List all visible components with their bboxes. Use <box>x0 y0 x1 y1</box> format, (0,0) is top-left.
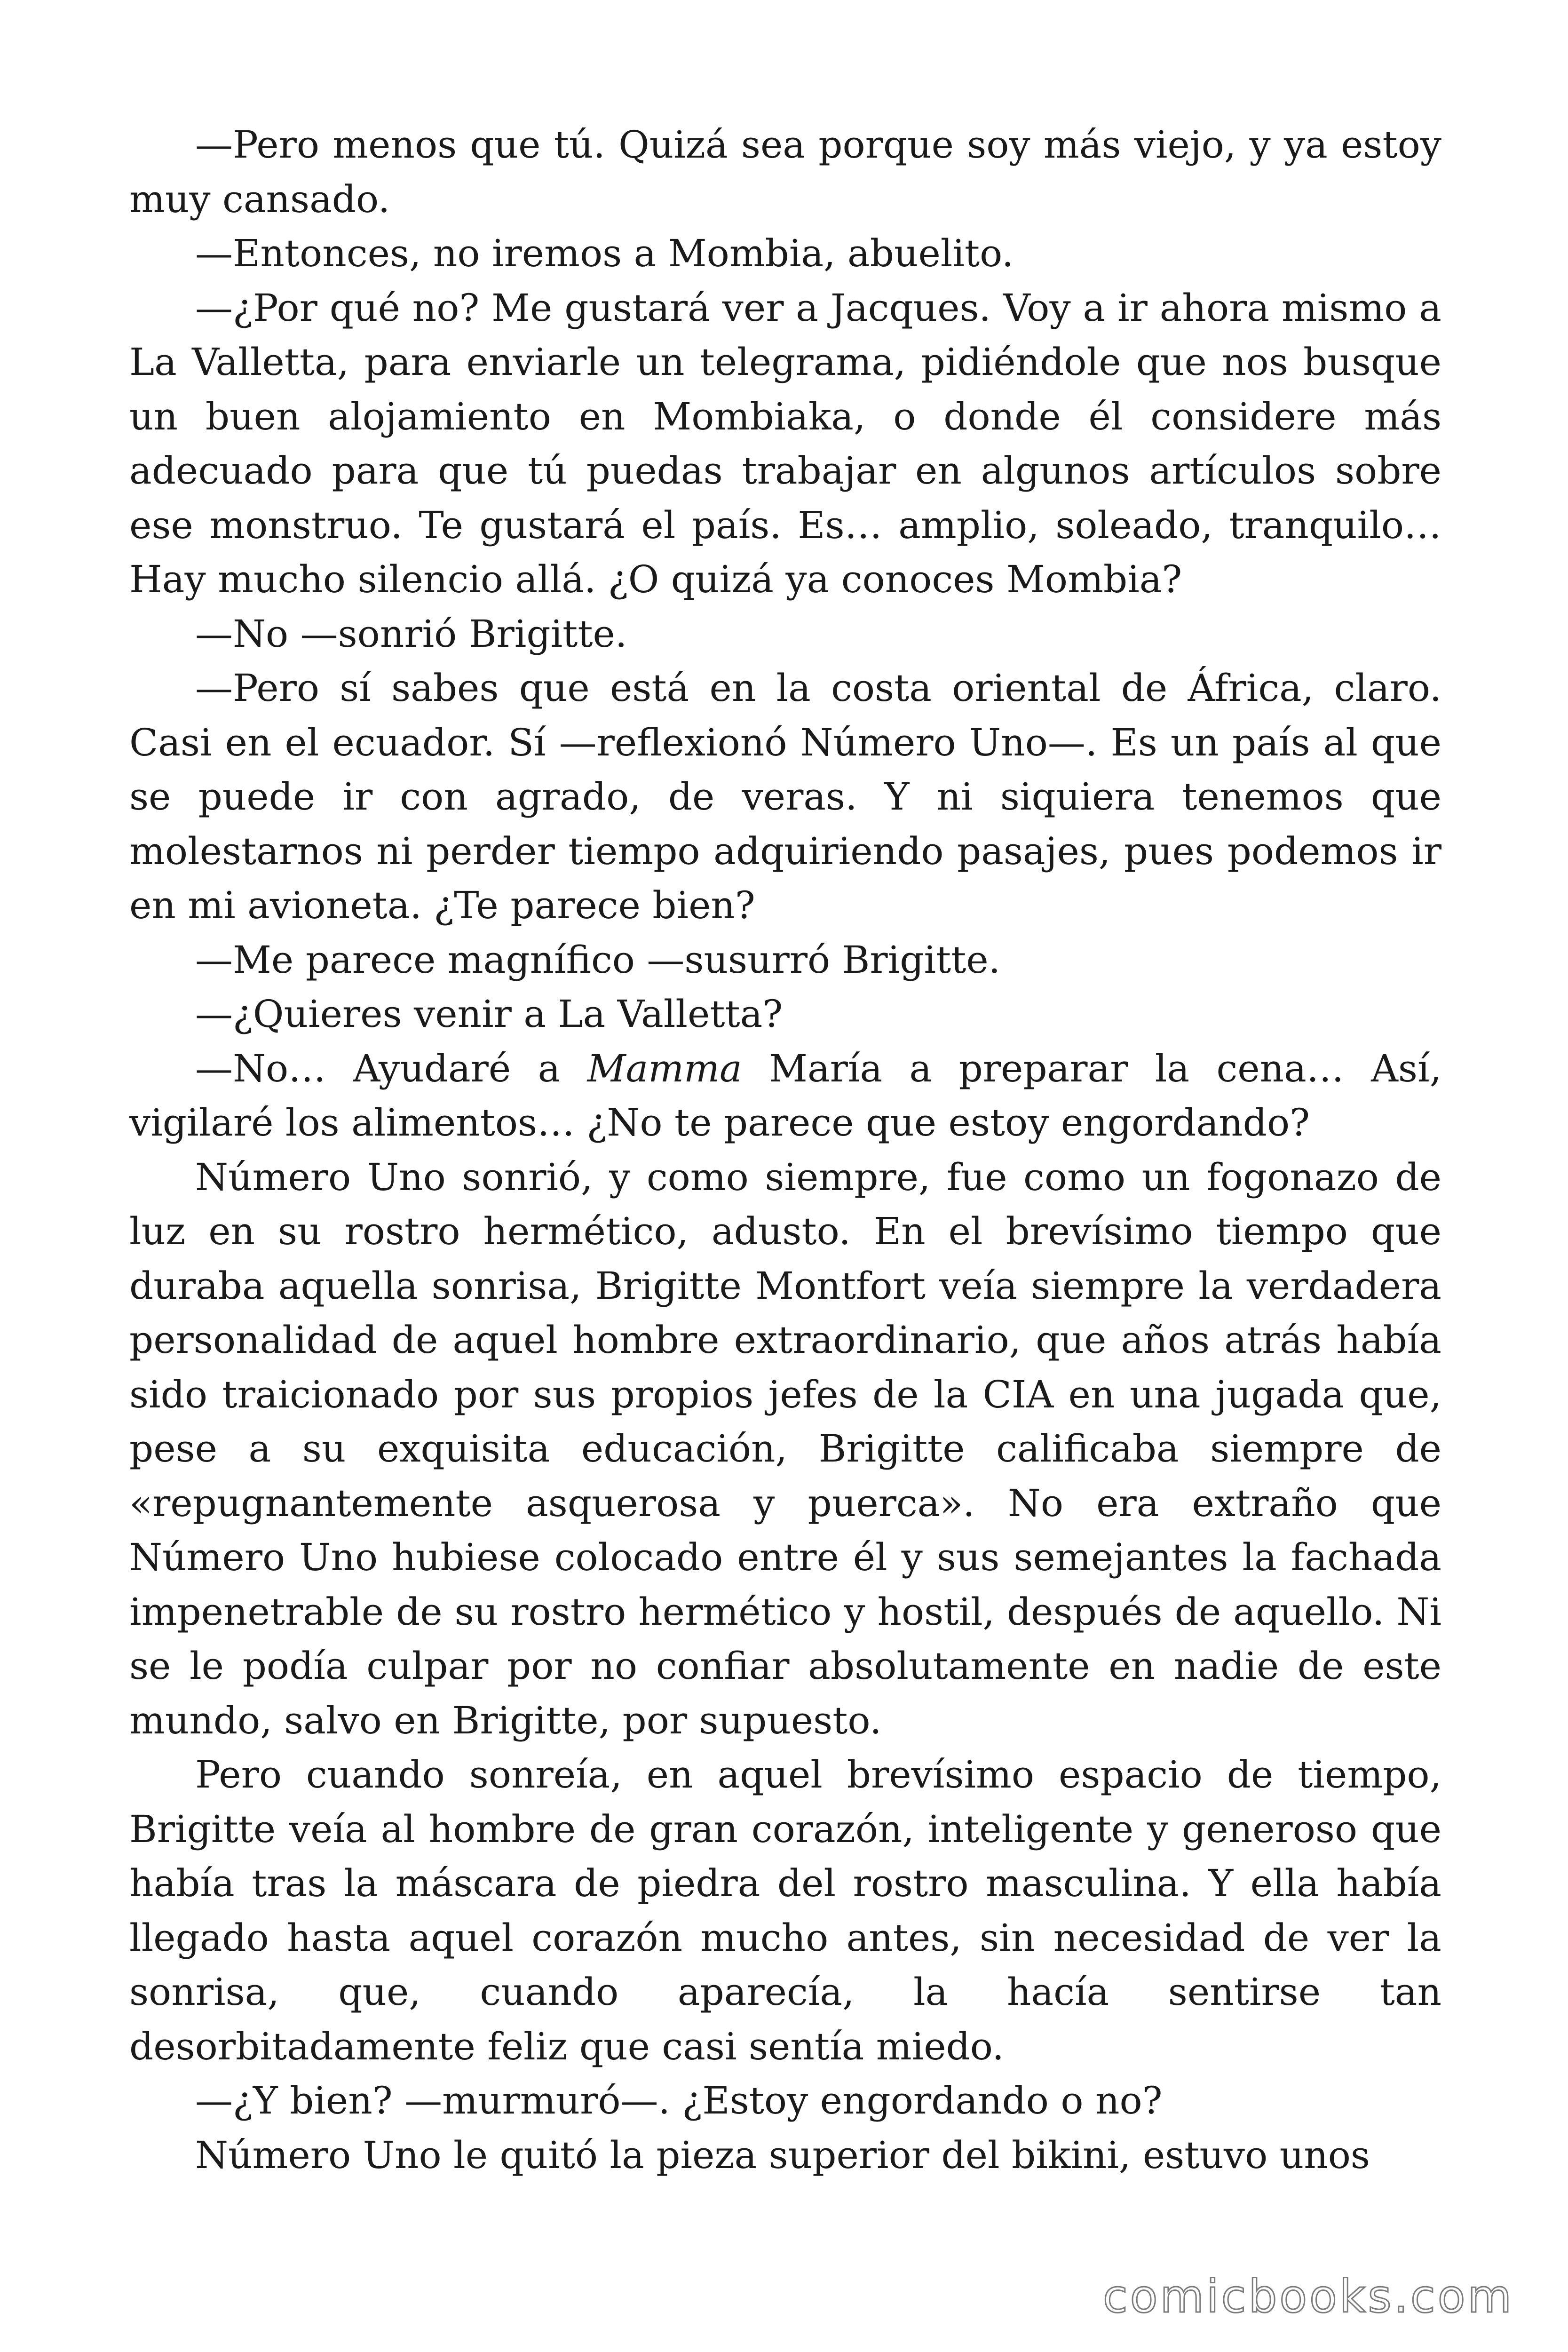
paragraph-text: —No… Ayudaré a <box>195 1046 587 1090</box>
paragraph: —Entonces, no iremos a Mombia, abuelito. <box>195 231 1014 275</box>
page-text <box>129 118 1441 2182</box>
paragraph: —¿Y bien? —murmuró—. ¿Estoy engordando o no? <box>195 2079 1163 2122</box>
paragraph: —No —sonrió Brigitte. <box>195 612 627 656</box>
paragraph: —Pero sí sabes que está en la costa oriental de África, claro. Casi en el ecuador. Sí —reflexionó Número Uno—. Es un país al que se puede ir con agrado, de veras. Y ni siquiera tenemos que molestarnos ni perder tiempo adquiriendo pasajes, pues podemos ir en mi avioneta. ¿Te parece bien? <box>129 666 1441 927</box>
paragraph: —¿Por qué no? Me gustará ver a Jacques. Voy a ir ahora mismo a La Valletta, para enviarle un telegrama, pidiéndole que nos busque un buen alojamiento en Mombiaka, o donde él considere más adecuado para que tú puedas trabajar en algunos artículos sobre ese monstruo. Te gustará el país. Es… amplio, soleado, tranquilo… Hay mucho silencio allá. ¿O quizá ya conoces Mombia? <box>129 286 1441 601</box>
paragraph: Número Uno sonrió, y como siempre, fue como un fogonazo de luz en su rostro hermético, adusto. En el brevísimo tiempo que duraba aquella sonrisa, Brigitte Montfort veía siempre la verdadera personalidad de aquel hombre extraordinario, que años atrás había sido traicionado por sus propios jefes de la CIA en una jugada que, pese a su exquisita educación, Brigitte calificaba siempre de «repugnantemente asquerosa y puerca». No era extraño que Número Uno hubiese colocado entre él y sus semejantes la fachada impenetrable de su rostro hermético y hostil, después de aquello. Ni se le podía culpar por no confiar absolutamente en nadie de este mundo, salvo en Brigitte, por supuesto. <box>129 1155 1441 1742</box>
paragraph: —Me parece magnífico —susurró Brigitte. <box>195 938 1001 982</box>
paragraph: Número Uno le quitó la pieza superior del bikini, estuvo unos <box>195 2133 1370 2177</box>
paragraph: Pero cuando sonreía, en aquel brevísimo espacio de tiempo, Brigitte veía al hombre de gran corazón, inteligente y generoso que había tras la máscara de piedra del rostro masculina. Y ella había llegado hasta aquel corazón mucho antes, sin necesidad de ver la sonrisa, que, cuando aparecía, la hacía sentirse tan desorbitadamente feliz que casi sentía miedo. <box>129 1753 1441 2068</box>
paragraph-text: María a preparar la cena… Así, vigilaré los alimentos… ¿No te parece que estoy engordando? <box>129 1046 1441 1144</box>
paragraph <box>129 1041 1441 1150</box>
watermark: comicbooks.com <box>1102 2270 1514 2323</box>
paragraph: —¿Quieres venir a La Valletta? <box>195 992 783 1036</box>
paragraph: —Pero menos que tú. Quizá sea porque soy más viejo, y ya estoy muy cansado. <box>129 123 1441 221</box>
italic-word: Mamma <box>587 1046 742 1090</box>
